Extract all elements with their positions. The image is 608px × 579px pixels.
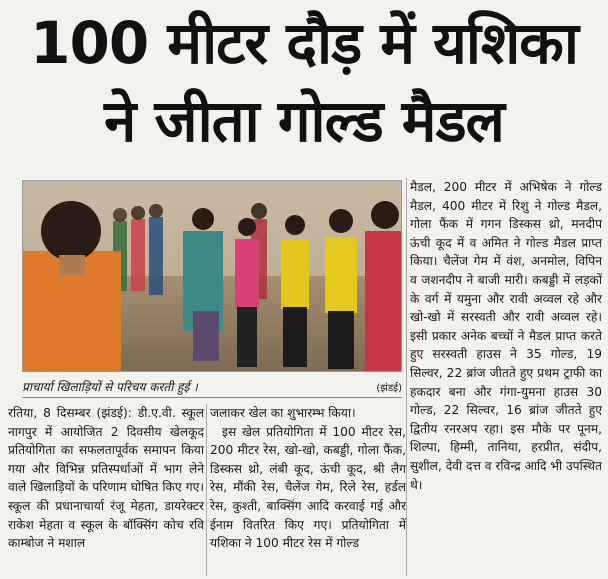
- headline-line-1: 100 मीटर दौड़ में यशिका: [30, 9, 578, 77]
- article-column-1: [8, 404, 204, 553]
- article-paragraph: जलाकर खेल का शुभारम्भ किया।: [210, 406, 356, 420]
- article-paragraph: रतिया, 8 दिसम्बर (झंडई): डी.ए.वी. स्कूल नागपुर में आयोजित 2 दिवसीय खेलकूद प्रतियोगिता का सफलतापूर्वक समापन किया गया और विभिन्न प्रतिस्पर्धाओं में भाग लेने वाले खिलाड़ियों के परिणाम घोषित किए गए।स्कूल की प्रधानाचार्या रंजू मेहता, डायरेक्टर राकेश मेहता व स्कूल के बॉक्सिंग कोच रवि काम्बोज ने मशाल: [8, 406, 204, 551]
- column-divider: [206, 404, 207, 576]
- photo-credit: (झंडई): [376, 382, 402, 394]
- article-paragraph: इस खेल प्रतियोगिता में 100 मीटर रेस, 200 मीटर रेस, खो-खो, कबड्डी, गोला फैंक, डिस्कस थ्रो, लंबी कूद, ऊंची कूद, श्री लैग रेस, मौंकी रेस, चैलेंज गेम, रिले रेस, हर्डल रेस, कुश्ती, बाक्सिंग आदि करवाई गई और ईनाम वितरित किए गए। प्रतियोगिता में यशिका ने 100 मीटर रेस में गोल्ड: [210, 424, 406, 551]
- article-column-3: [410, 178, 602, 494]
- column-divider: [406, 178, 407, 576]
- article-column-2: [210, 404, 406, 553]
- photo-caption: [22, 376, 402, 398]
- photo-illustration: [23, 181, 402, 372]
- article-paragraph: मैडल, 200 मीटर में अभिषेक ने गोल्ड मैडल, 400 मीटर में रिशु ने गोल्ड मैडल, गोला फैंक में गगन डिस्कस थ्रो, मनदीप ऊंची कूद में व अमित ने गोल्ड मैडल प्राप्त किया। चैलेंज गेम में वंश, अनमोल, विपिन व जशनदीप ने बाजी मारी। कबड्डी में लड़कों के वर्ग में यमुना और रावी अव्वल रहे और खो-खो में सरस्वती और रावी अव्वल रहे। इसी प्रकार अनेक बच्चों ने मैडल प्राप्त करते हुए सरस्वती हाउस ने 35 गोल्ड, 19 सिल्वर, 22 ब्रांज जीतते हुए प्रथम ट्राफी का हकदार बना और गंगा-युमना हाउस 30 गोल्ड, 22 सिल्वर, 16 ब्रांज जीतते हुए द्वितीय रनरअप रहा। इस मौके पर पूनम, शिल्पा, हिम्मी, तानिया, हरप्रीत, संदीप, सुशील, देवी दत्त व रविन्द्र आदि भी उपस्थित थे।: [410, 180, 602, 492]
- headline-line-2: ने जीता गोल्ड मैडल: [104, 87, 504, 155]
- headline: [0, 4, 608, 160]
- news-photo: [22, 180, 402, 372]
- caption-text: प्राचार्या खिलाड़ियों से परिचय करती हुई ।: [22, 380, 198, 394]
